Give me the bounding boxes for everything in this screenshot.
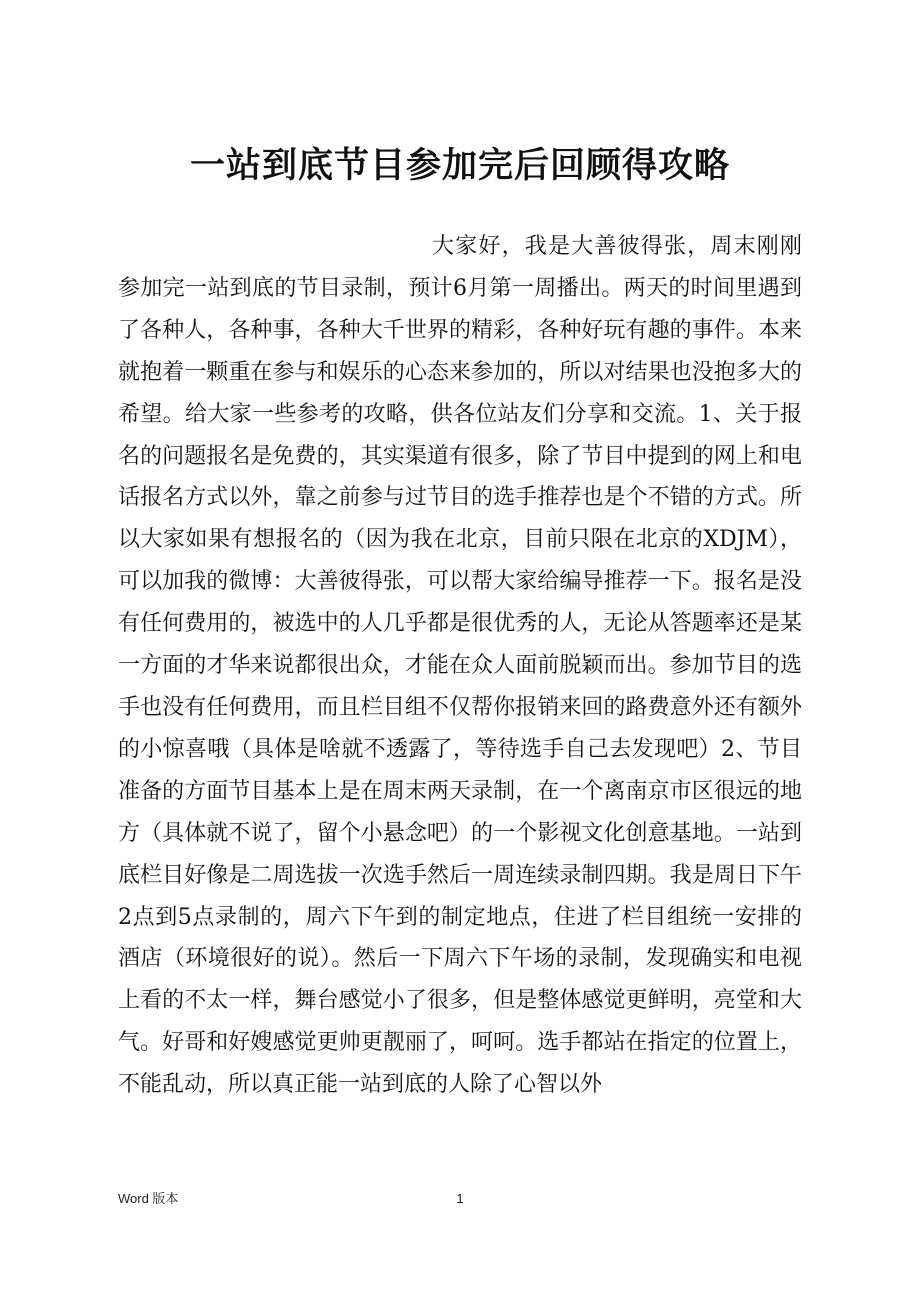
document-title: 一站到底节目参加完后回顾得攻略 bbox=[189, 145, 730, 186]
document-body-paragraph: 大家好，我是大善彼得张，周末刚刚参加完一站到底的节目录制，预计6月第一周播出。两天的时间里遇到了各种人，各种事，各种大千世界的精彩，各种好玩有趣的事件。本来就抱着一颗重在参与和娱乐的心态来参加的，所以对结果也没抱多大的希望。给大家一些参考的攻略，供各位站友们分享和交流。1、关于报名的问题报名是免费的，其实渠道有很多，除了节目中提到的网上和电话报名方式以外，靠之前参与过节目的选手推荐也是个不错的方式。所以大家如果有想报名的（因为我在北京，目前只限在北京的XDJM），可以加我的微博：大善彼得张，可以帮大家给编导推荐一下。报名是没有任何费用的，被选中的人几乎都是很优秀的人，无论从答题率还是某一方面的才华来说都很出众，才能在众人面前脱颖而出。参加节目的选手也没有任何费用，而且栏目组不仅帮你报销来回的路费意外还有额外的小惊喜哦（具体是啥就不透露了，等待选手自己去发现吧）2、节目准备的方面节目基本上是在周末两天录制，在一个离南京市区很远的地方（具体就不说了，留个小悬念吧）的一个影视文化创意基地。一站到底栏目好像是二周选拔一次选手然后一周连续录制四期。我是周日下午2点到5点录制的，周六下午到的制定地点，住进了栏目组统一安排的酒店（环境很好的说）。然后一下周六下午场的录制，发现确实和电视上看的不太一样，舞台感觉小了很多，但是整体感觉更鲜明，亮堂和大气。好哥和好嫂感觉更帅更靓丽了，呵呵。选手都站在指定的位置上，不能乱动，所以真正能一站到底的人除了心智以外 bbox=[118, 234, 802, 1098]
footer-word-version-label: Word 版本 bbox=[118, 1191, 179, 1206]
footer-page-number: 1 bbox=[456, 1191, 464, 1206]
